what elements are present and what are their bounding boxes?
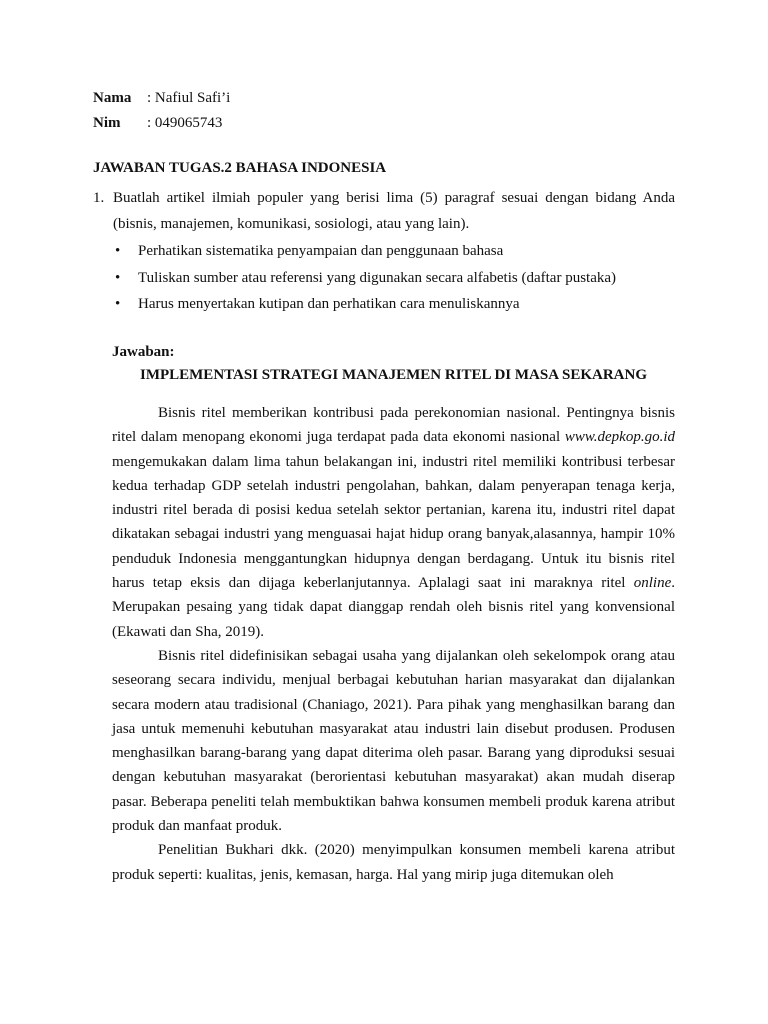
name-value: : Nafiul Safi’i <box>147 90 231 106</box>
question-text: Buatlah artikel ilmiah populer yang berisi lima (5) paragraf sesuai dengan bidang Anda (bisnis, manajemen, komunikasi, sosiologi, atau yang lain). <box>113 190 675 232</box>
question-number: 1. <box>93 190 105 206</box>
nim-label: Nim <box>93 115 121 131</box>
list-item-text: Tuliskan sumber atau referensi yang digunakan secara alfabetis (daftar pustaka) <box>138 269 617 286</box>
list-item-text: Harus menyertakan kutipan dan perhatikan cara menuliskannya <box>138 296 520 312</box>
list-item <box>115 265 675 292</box>
task-heading: JAWABAN TUGAS.2 BAHASA INDONESIA <box>93 160 387 176</box>
article-title: IMPLEMENTASI STRATEGI MANAJEMEN RITEL DI MASA SEKARANG <box>139 367 647 383</box>
online-term: online <box>633 575 672 592</box>
paragraph-1-text-a: Bisnis ritel memberikan kontribusi pada perekonomian nasional. Pentingnya bisnis ritel dalam menopang ekonomi juga terdapat pada data ekonomi nasional <box>112 405 675 446</box>
paragraph-1-text-c: . Merupakan pesaing yang tidak dapat dianggap rendah oleh bisnis ritel yang konvensional (Ekawati dan Sha, 2019). <box>112 575 675 640</box>
list-item <box>115 291 675 318</box>
article-body <box>112 401 675 887</box>
answer-label: Jawaban: <box>112 344 175 360</box>
list-item <box>115 238 675 265</box>
source-link: www.depkop.go.id <box>564 429 675 446</box>
paragraph-1-text-b: mengemukakan dalam lima tahun belakangan ini, industri ritel memiliki kontribusi terbesar kedua terhadap GDP setelah industri pengolahan, bahkan, dalam penyerapan tenaga kerja, industri ritel berada di posisi kedua setelah sektor pertanian, karena itu, industri ritel dapat dikatakan sebagai industri yang menguasai hajat hidup orang banyak,alasannya, hampir 10% penduduk Indonesia menggantungkan hidupnya dengan berdagang. Untuk itu bisnis ritel harus tetap eksis dan dijaga keberlanjutannya. Aplalagi saat ini maraknya ritel <box>112 453 675 592</box>
question-block <box>93 185 675 318</box>
bullet-icon: • <box>115 243 121 259</box>
bullet-icon: • <box>115 296 121 312</box>
nim-value: : 049065743 <box>147 115 223 131</box>
nim-row <box>93 111 230 136</box>
paragraph-2: Bisnis ritel didefinisikan sebagai usaha yang dijalankan oleh sekelompok orang atau seseorang secara individu, menjual berbagai kebutuhan harian masyarakat dan dijalankan secara modern atau tradisional (Chaniago, 2021). Para pihak yang menghasilkan barang dan jasa untuk memenuhi kebutuhan masyarakat atau industri lain disebut produsen. Produsen menghasilkan barang-barang yang dapat diterima oleh pasar. Barang yang diproduksi sesuai dengan kebutuhan masyarakat (berorientasi kebutuhan masyarakat) akan mudah diserap pasar. Beberapa peneliti telah membuktikan bahwa konsumen membeli produk karena atribut produk dan manfaat produk. <box>112 647 675 835</box>
instruction-list <box>93 238 675 318</box>
paragraph-3: Penelitian Bukhari dkk. (2020) menyimpulkan konsumen membeli karena atribut produk seperti: kualitas, jenis, kemasan, harga. Hal yang mirip juga ditemukan oleh <box>112 842 675 883</box>
bullet-icon: • <box>115 269 121 286</box>
name-label: Nama <box>93 90 132 106</box>
list-item-text: Perhatikan sistematika penyampaian dan penggunaan bahasa <box>138 243 504 259</box>
name-row <box>93 86 230 111</box>
student-info <box>93 86 230 136</box>
paragraph-1 <box>112 401 675 644</box>
